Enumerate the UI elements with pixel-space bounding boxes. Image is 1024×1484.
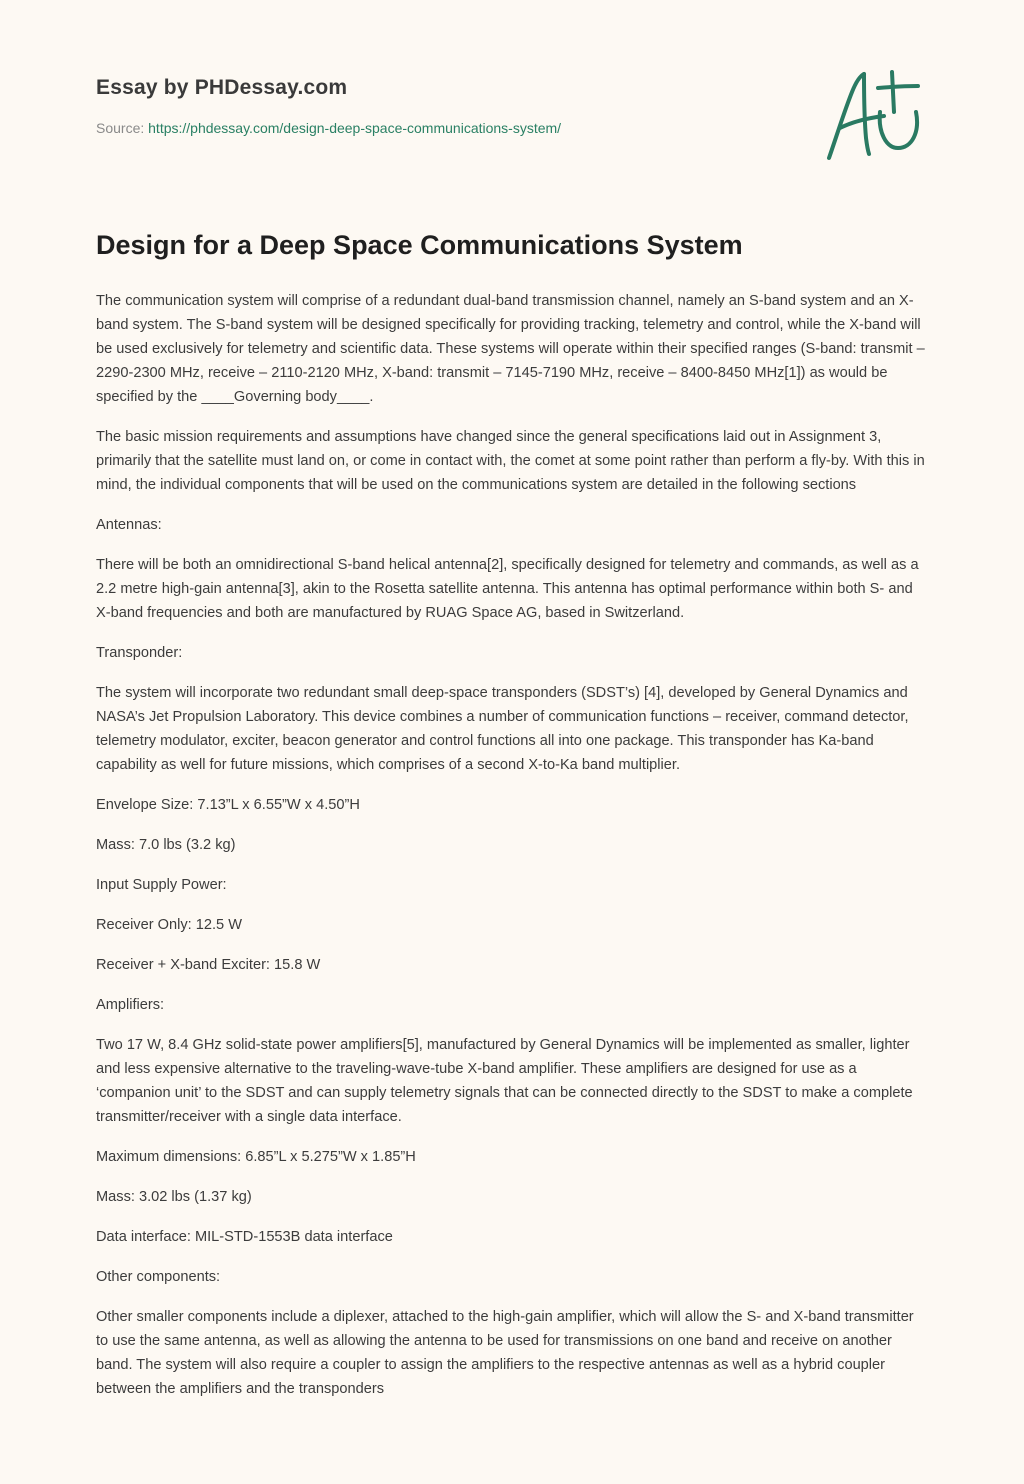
a-plus-logo-icon (822, 68, 928, 164)
intro-paragraph: The communication system will comprise of a redundant dual-band transmission channel, namely an S-band system and an X-band system. The S-band system will be designed specifically for providing tracking, telemetry and control, while the X-band will be used exclusively for telemetry and scientific data. These systems will operate within their specified ranges (S-band: transmit – 2290-2300 MHz, receive – 2110-2120 MHz, X-band: transmit – 7145-7190 MHz, receive – 8400-8450 MHz[1]) as would be specified by the ____Governing body____. (96, 293, 925, 405)
site-title: Essay by PHDessay.com (96, 76, 348, 99)
transponder-heading: Transponder: (96, 645, 183, 661)
antennas-paragraph: There will be both an omnidirectional S-band helical antenna[2], specifically designed for telemetry and commands, as well as a 2.2 metre high-gain antenna[3], akin to the Rosetta satellite antenna. This antenna has optimal performance within both S- and X-band frequencies and both are manufactured by RUAG Space AG, based in Switzerland. (96, 557, 919, 621)
antennas-heading: Antennas: (96, 517, 162, 533)
amplifiers-paragraph: Two 17 W, 8.4 GHz solid-state power amplifiers[5], manufactured by General Dynamics will be implemented as smaller, lighter and less expensive alternative to the traveling-wave-tube X-band amplifier. These amplifiers are designed for use as a ‘companion unit’ to the SDST and can supply telemetry signals that can be connected directly to the SDST to make a complete transmitter/receiver with a single data interface. (96, 1037, 913, 1125)
receiver-only-line: Receiver Only: 12.5 W (96, 917, 242, 933)
source-label: Source: (96, 120, 149, 136)
essay-title: Design for a Deep Space Communications System (96, 230, 743, 260)
input-supply-power-line: Input Supply Power: (96, 877, 227, 893)
other-components-heading: Other components: (96, 1269, 221, 1285)
source-link[interactable]: https://phdessay.com/design-deep-space-communications-system/ (148, 120, 562, 136)
data-interface-line: Data interface: MIL-STD-1553B data interface (96, 1229, 393, 1245)
transponder-paragraph: The system will incorporate two redundant small deep-space transponders (SDST’s) [4], developed by General Dynamics and NASA’s Jet Propulsion Laboratory. This device combines a number of communication functions – receiver, command detector, telemetry modulator, exciter, beacon generator and control functions all into one package. This transponder has Ka-band capability as well for future missions, which comprises of a second X-to-Ka band multiplier. (96, 685, 909, 773)
transponder-mass-line: Mass: 7.0 lbs (3.2 kg) (96, 837, 236, 853)
envelope-size-line: Envelope Size: 7.13”L x 6.55”W x 4.50”H (96, 797, 360, 813)
amplifier-mass-line: Mass: 3.02 lbs (1.37 kg) (96, 1189, 252, 1205)
other-components-paragraph: Other smaller components include a diplexer, attached to the high-gain amplifier, which will allow the S- and X-band transmitter to use the same antenna, as well as allowing the antenna to be used for transmissions on one band and receive on another band. The system will also require a coupler to assign the amplifiers to the respective antennas as well as a hybrid coupler between the amplifiers and the transponders (96, 1309, 914, 1397)
source-line (96, 120, 796, 136)
mission-paragraph: The basic mission requirements and assumptions have changed since the general specifications laid out in Assignment 3, primarily that the satellite must land on, or come in contact with, the comet at some point rather than perform a fly-by. With this in mind, the individual components that will be used on the communications system are detailed in the following sections (96, 429, 925, 493)
receiver-exciter-line: Receiver + X-band Exciter: 15.8 W (96, 957, 321, 973)
maximum-dimensions-line: Maximum dimensions: 6.85”L x 5.275”W x 1.85”H (96, 1149, 416, 1165)
amplifiers-heading: Amplifiers: (96, 997, 165, 1013)
essay-article (96, 226, 928, 1417)
site-header (96, 76, 796, 136)
